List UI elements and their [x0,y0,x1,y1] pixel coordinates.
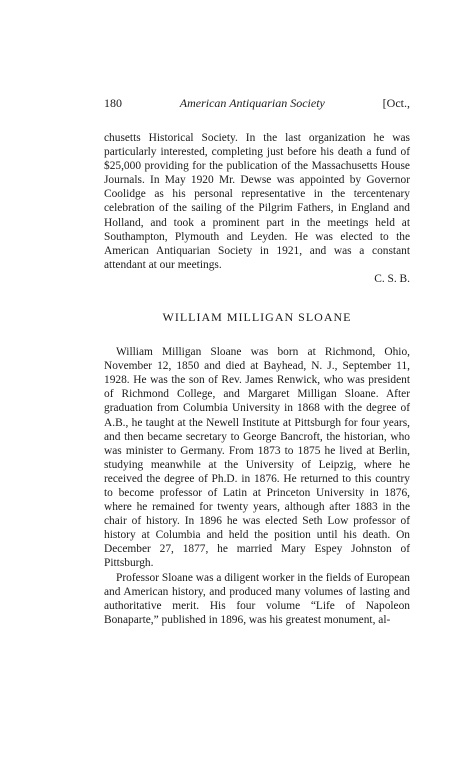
journal-title: American Antiquarian Society [179,96,325,110]
document-page [104,96,410,627]
intro-paragraph: chusetts Historical Society. In the last organization he was particularly interested, completing just before his death a fund of $25,000 providing for the publication of the Massachusetts House Journals. In May 1920 Mr. Dewse was appointed by Governor Coolidge as his personal representative in the tercentenary celebration of the sailing of the Pilgrim Fathers, in England and Holland, and took a prominent part in the meetings held at Southampton, Plymouth and Leyden. He was elected to the American Antiquarian Society in 1921, and was a constant attendant at our meetings. [104,132,410,271]
obituary-heading: WILLIAM MILLIGAN SLOANE [162,310,352,325]
issue-month: [Oct., [382,96,410,110]
page-number: 180 [104,96,122,110]
body-paragraph-biography: William Milligan Sloane was born at Richmond, Ohio, November 12, 1850 and died at Bayhead, N. J., September 11, 1928. He was the son of Rev. James Renwick, who was president of Richmond College, and Margaret Milligan Sloane. After graduation from Columbia University in 1868 with the degree of A.B., he taught at the Newell Institute at Pittsburgh for four years, and then became secretary to George Bancroft, the historian, who was minister to Germany. From 1873 to 1875 he lived at Berlin, studying meanwhile at the University of Leipzig, where he received the degree of Ph.D. in 1876. He returned to this country to become professor of Latin at Princeton University in 1876, where he remained for twenty years, although after 1883 in the chair of history. In 1896 he was elected Seth Low professor of history at Columbia and held the position until his death. On December 27, 1877, he married Mary Espey Johnston of Pittsburgh. [104,346,410,570]
body-paragraph-works: Professor Sloane was a diligent worker in the fields of European and American history, and produced many volumes of lasting and authoritative merit. His four volume “Life of Napoleon Bonaparte,” published in 1896, was his greatest monument, al- [104,571,410,626]
running-head [104,96,410,111]
author-initials: C. S. B. [374,272,410,285]
